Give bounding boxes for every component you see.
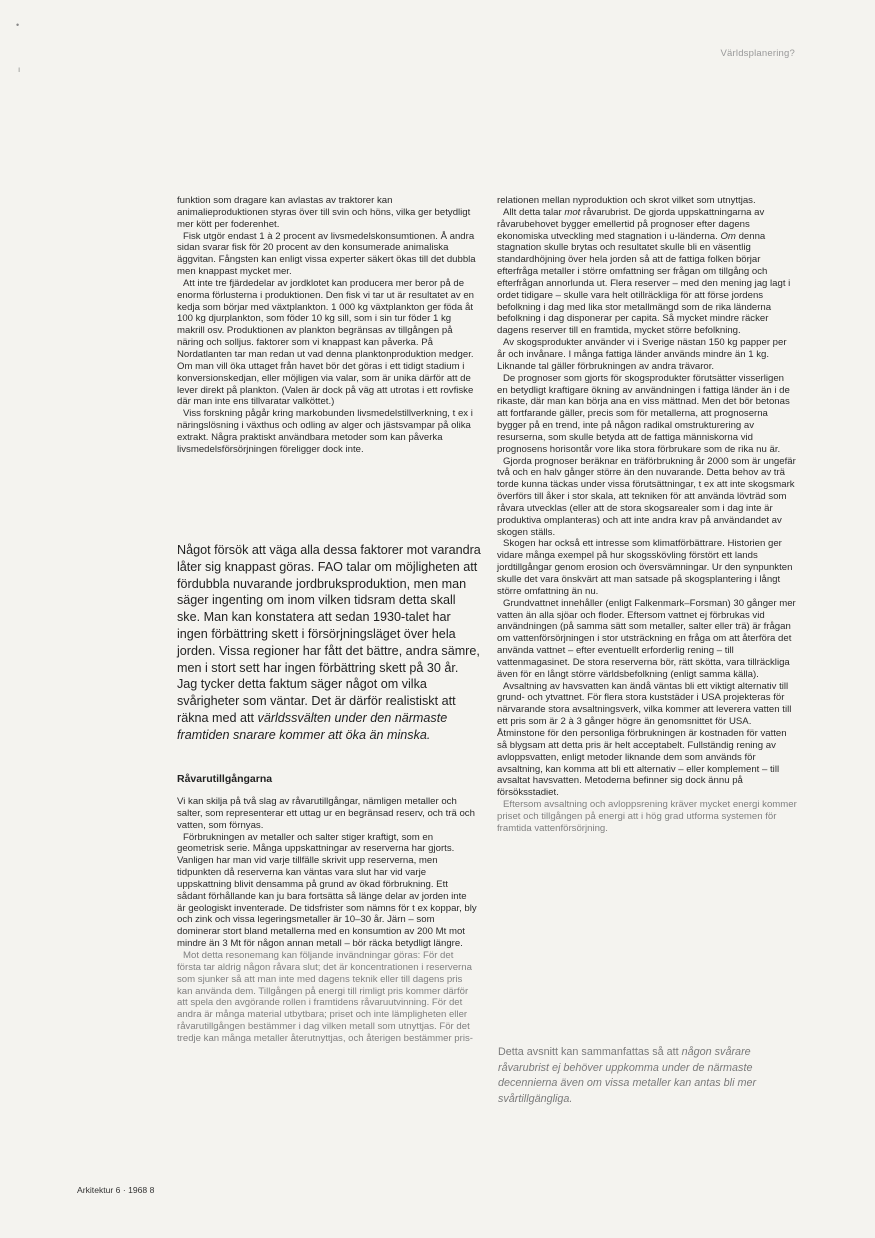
paragraph: Skogen har också ett intresse som klimatförbättrare. Historien ger vidare många exempel på hur skogsskövling förstört ett lands jordtillgångar genom erosion och översvämningar. Ur den synpunkten skulle det vara önskvärt att man satsade på skogsplantering i långt större omfattning än nu.: [497, 538, 793, 597]
paragraph: Förbrukningen av metaller och salter stiger kraftigt, som en geometrisk serie. Många uppskattningar av reserverna har gjorts. Vanligen har man vid varje tillfälle skrivit upp reserverna, men tidpunkten då reserverna kan väntas vara slut har vid varje uppskattning blivit densamma på grund av ökad förbrukning. Ett sådant förhållande kan ju bara fortsätta så länge delar av jorden inte är geologiskt inventerade. De tidsfrister som nämns för t ex koppar, bly och zink och vissa legeringsmetaller är 10–30 år. Järn – som dominerar stort bland metallerna med en konsumtion av 200 Mt mot mindre än 3 Mt för någon annan metall – bör räcka betydligt längre.: [177, 831, 477, 950]
paragraph: Gjorda prognoser beräknar en träförbrukning år 2000 som är ungefär två och en halv gånger större än den nuvarande. Detta behov av trä torde kunna täckas under vissa förutsättningar, t ex att inte skogsmark överförs till åker i stor skala, att tekniken för att använda lövträd som råvara utvecklas (eller att de stora skogsarealer som i dag inte är produktiva omplanteras) och att inte andra krav på användandet av skogen ställs.: [497, 455, 796, 538]
closing-summary: [498, 1045, 798, 1107]
paragraph: Viss forskning pågår kring markobunden livsmedelstillverkning, t ex i näringslösning i växthus och odling av alger och jästsvampar på olika extrakt. Några praktiskt användbara metoder som kan påverka livsmedelsförsörjningen föreligger dock inte.: [177, 408, 473, 455]
margin-mark: ı: [18, 65, 21, 74]
running-title: Världsplanering?: [720, 48, 795, 59]
section-heading: Råvarutillgångarna: [177, 773, 273, 785]
emphasis: Om: [720, 230, 736, 242]
paragraph: Eftersom avsaltning och avloppsrening kräver mycket energi kommer priset och tillgången på energi att i hög grad utforma systemen för framtida vattenförsörjning.: [497, 799, 797, 834]
paragraph: Mot detta resonemang kan följande invändningar göras: För det första tar aldrig någon råvara slut; det är koncentrationen i reserverna som sjunker så att man inte med dagens teknik eller till dagens pris kan använda dem. Tillgången på energi till rimligt pris kommer därför att spela den avgörande rollen i framtidens råvaruutvinning. För det andra är många material utbytbara; priset och inte lämpligheten eller råvarutillgången bestämmer i dag vilken metall som utnyttjas. För det tredje kan många metaller återutnyttjas, och återigen bestämmer pris-: [177, 949, 473, 1044]
lead-italic: världssvälten under den närmaste framtiden snarare kommer att öka än minska.: [177, 710, 448, 742]
lead-text: Något försök att väga alla dessa faktorer mot varandra låter sig knappast göras. FAO talar om möjligheten att fördubbla nuvarande jordbruksproduktion, men man säger ingenting om inom vilken tidsram detta skall ske. Man kan konstatera att sedan 1930-talet har ingen förbättring skett i försörjningsläget över hela jorden. Vissa regioner har fått det bättre, andra sämre, men i stort sett har ingen förbättring skett på 30 år. Jag tycker detta faktum säger något om vilka svårigheter som väntar. Det är därför realistiskt att räkna med att: [177, 543, 481, 725]
paragraph: relationen mellan nyproduktion och skrot vilket som utnyttjas.: [497, 195, 756, 206]
paragraph: Fisk utgör endast 1 à 2 procent av livsmedelskonsumtionen. Å andra sidan svarar fisk för 20 procent av den konsumerade animaliska äggvitan. Fångsten kan enligt vissa experter säkert ökas till det dubbla men knappast mycket mer.: [177, 230, 476, 278]
paragraph: [497, 207, 797, 337]
text-run: denna stagnation skulle brytas och resultatet skulle bli en väsentlig standardhöjning över hela jorden så att de fattiga folken börjar efterfråga metaller i större omfattning ser frågan om tillgång och efterfrågan annorlunda ut. Flera reserver – med den mening jag lagt i ordet tidigare – skulle vara helt otillräckliga för att förse jordens befolkning i dag med lika stor metallmängd som de rika länderna befolkning i dag disponerar per capita. Så mycket mindre räcker dagens reserver till en framtida, mycket större befolkning.: [497, 230, 791, 337]
paragraph: Vi kan skilja på två slag av råvarutillgångar, nämligen metaller och salter, som representerar ett uttag ur en begränsad reserv, och trä och vatten, som förnyas.: [177, 796, 475, 831]
paragraph: Avsaltning av havsvatten kan ändå väntas bli ett viktigt alternativ till grund- och ytvattnet. För flera stora kuststäder i USA projekteras för närvarande stora avsaltningsverk, vilka kommer att leverera vatten till ett pris som är 2 à 3 gånger högre än genomsnittet för USA. Åtminstone för den personliga förbrukningen är kostnaden för vatten så blygsam att detta pris är helt acceptabelt. Fullständig rening av avloppsvatten, enligt metoder liknande dem som används för avsaltning, kan komma att bli ett alternativ – eller komplement – till avsaltat havsvatten. Metoderna befinner sig dock ännu på försöksstadiet.: [497, 680, 792, 799]
margin-mark: •: [16, 20, 20, 30]
text-run: Allt detta talar: [503, 206, 565, 218]
closing-italic: någon svårare råvarubrist ej behöver uppkomma under de närmaste decennierna även om vissa metaller kan antas bli mer svårtillgängliga.: [498, 1046, 757, 1105]
paragraph: Att inte tre fjärdedelar av jordklotet kan producera mer beror på de enorma förlusterna i produktionen. Den fisk vi tar ut är resultatet av en kedja som börjar med växtplankton. 1 000 kg växtplankton ger föda åt 100 kg djurplankton, som föder 10 kg sill, som i sin tur föder 1 kg makrill osv. Produktionen av plankton begränsas av tillgången på näring och solljus. faktorer som vi knappast kan påverka. På Nordatlanten tar man redan ut vad denna planktonproduktion medger. Om man vill öka uttaget från havet bör det göras i ett tidigt stadium i konversionskedjan, eller möjligen via valar, som är unika därför att de lever direkt på plankton. (Valen är dock på väg att utrotas i ett rovfiske där man inte ens tillvaratar valköttet.): [177, 277, 475, 408]
lead-paragraph: [177, 542, 482, 744]
paragraph: De prognoser som gjorts för skogsprodukter förutsätter visserligen en betydligt kraftigare ökning av användningen i fattiga länder än i de rikaste, där man kan börja ana en viss mättnad. Men det bör betonas att fortfarande gäller, precis som för metallerna, att prognoserna bygger på en trend, inte på någon radikal omstrukturering av resurserna, som skulle betyda att de fattiga människorna vid prognosens horisontår vore lika stora förbrukare som de rika nu är.: [497, 372, 790, 455]
right-column: [497, 195, 797, 835]
emphasis: mot: [564, 206, 581, 218]
text-run: råvarubrist. De gjorda uppskattningarna av råvarubehovet bygger emellertid på prognoser efter dagens ekonomiska utveckling med stagnation i u-länderna.: [497, 206, 765, 242]
left-column-top: [177, 195, 477, 456]
paragraph: Av skogsprodukter använder vi i Sverige nästan 150 kg papper per år och invånare. I många fattiga länder används mindre än 1 kg. Liknande tal gäller förbrukningen av andra trävaror.: [497, 337, 787, 372]
page-footer: Arkitektur 6 · 1968 8: [77, 1185, 155, 1195]
paragraph: funktion som dragare kan avlastas av traktorer kan animalieproduktionen styras över till svin och höns, vilka ger betydligt mer kött per foderenhet.: [177, 195, 471, 230]
closing-text: Detta avsnitt kan sammanfattas så att: [498, 1046, 682, 1058]
paragraph: Grundvattnet innehåller (enligt Falkenmark–Forsman) 30 gånger mer vatten än alla sjöar och floder. Eftersom vattnet ej förbrukas vid användningen (på samma sätt som metaller, salter eller trä) är frågan om vattenförsörjningen i stor utsträckning en fråga om att återföra det använda vattnet – efter eventuellt erforderlig rening – till vattenmagasinet. De stora reserverna bör, rätt skötta, vara tillräckliga även för en långt större världsbefolkning (enligt samma källa).: [497, 597, 796, 680]
left-column-bottom: [177, 796, 477, 1045]
